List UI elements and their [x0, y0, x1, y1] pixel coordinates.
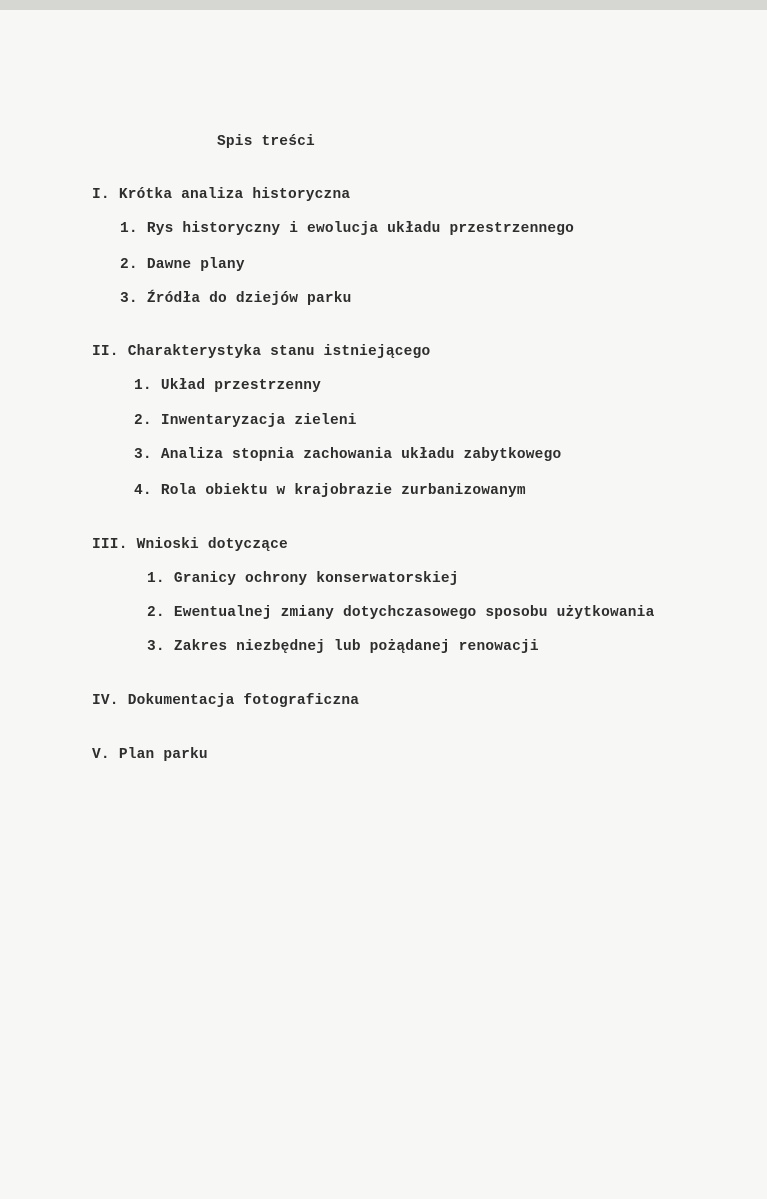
section-number: III. — [92, 537, 128, 553]
toc-item — [134, 482, 526, 500]
item-label: Inwentaryzacja zieleni — [160, 413, 357, 429]
section-label: Dokumentacja fotograficzna — [127, 693, 360, 709]
item-number: 2. — [134, 413, 152, 429]
toc-item — [134, 446, 561, 464]
item-number: 2. — [120, 257, 138, 273]
item-label: Analiza stopnia zachowania układu zabytkowego — [160, 447, 562, 463]
toc-item — [120, 220, 574, 238]
item-label: Dawne plany — [146, 257, 245, 273]
section-number: V. — [92, 747, 110, 763]
section-label: Plan parku — [118, 747, 208, 763]
item-label: Ewentualnej zmiany dotychczasowego sposobu użytkowania — [173, 605, 655, 621]
item-label: Rola obiektu w krajobrazie zurbanizowanym — [160, 483, 526, 499]
toc-section — [92, 692, 359, 710]
item-label: Źródła do dziejów parku — [146, 291, 352, 307]
item-number: 4. — [134, 483, 152, 499]
toc-item — [120, 256, 245, 274]
toc-item — [147, 570, 459, 588]
item-number: 2. — [147, 605, 165, 621]
item-number: 3. — [120, 291, 138, 307]
toc-item — [134, 377, 321, 395]
section-label: Krótka analiza historyczna — [118, 187, 351, 203]
section-number: IV. — [92, 693, 119, 709]
section-label: Charakterystyka stanu istniejącego — [127, 344, 431, 360]
toc-item — [147, 604, 655, 622]
item-number: 3. — [134, 447, 152, 463]
toc-item — [120, 290, 352, 308]
section-number: I. — [92, 187, 110, 203]
toc-item — [134, 412, 357, 430]
item-number: 1. — [134, 378, 152, 394]
toc-section — [92, 186, 350, 204]
toc-section — [92, 746, 208, 764]
section-label: Wnioski dotyczące — [136, 537, 288, 553]
item-label: Układ przestrzenny — [160, 378, 322, 394]
item-number: 1. — [147, 571, 165, 587]
page-title: Spis treści — [217, 134, 315, 150]
item-label: Rys historyczny i ewolucja układu przestrzennego — [146, 221, 575, 237]
toc-item — [147, 638, 539, 656]
toc-section — [92, 343, 430, 361]
item-label: Granicy ochrony konserwatorskiej — [173, 571, 459, 587]
toc-section — [92, 536, 288, 554]
section-number: II. — [92, 344, 119, 360]
item-number: 1. — [120, 221, 138, 237]
item-number: 3. — [147, 639, 165, 655]
item-label: Zakres niezbędnej lub pożądanej renowacji — [173, 639, 539, 655]
